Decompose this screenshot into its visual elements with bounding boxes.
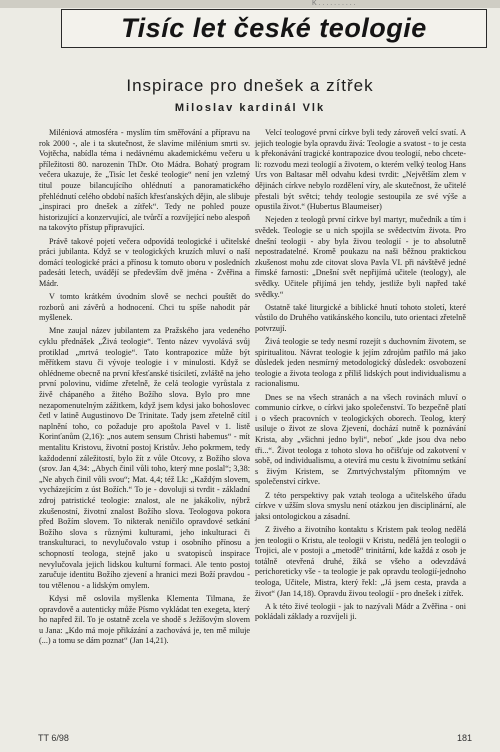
article-title: Inspirace pro dnešek a zítřek [126,76,374,95]
paragraph: Živá teologie se tedy nesmí rozejít s duchovním životem, se spiritualitou. Návrat teologie k jejím zdrojům patřilo má jako důsledek jeden nesmírný metodologický důsledek: osvobození teologie a života teologa z příliš lidských pout individualismu a racionalismu. [255,337,466,389]
paragraph: Ostatně také liturgické a biblické hnutí tohoto století, které vůstilo do Druhého vatikánského koncilu, tuto orientaci zřetelně potvrzují. [255,302,466,333]
issue-label: TT 6/98 [38,733,69,743]
top-strip: K . . . . . . . . . . [0,0,500,8]
right-text-column [255,128,466,625]
banner-title: Tisíc let české teologie [121,13,427,43]
article-author: Miloslav kardinál Vlk [174,102,326,114]
paragraph: V tomto krátkém úvodním slově se nechci pouštět do rozborů ani závěrů a hodnocení. Chci tu spíše nahodit pár myšlenek. [39,292,250,323]
paragraph: Velcí teologové první církve byli tedy zároveň velcí svatí. A jejich teologie byla opravdu živá: Teologie a svatost - to je cesta k překonávání tragické kontrapozice dvou teologií, nebo chcete-li: rozvodu mezi teologií a životem, o kterém velký teolog Hans Urs von Baltasar měl odvahu kdesi tvrdit: „Největším zlem v dějinách církve nebylo rozdělení víry, ale skutečnost, že učitelé přestali být světci; tehdy teologie sestoupila ze své výše a opustila život.“ (Hubertus Blaumeiser) [255,128,466,212]
paragraph: A k této živé teologii - jak to nazývali Mádr a Zvěřina - oni pokládali základy a rozvíjeli ji. [255,601,466,622]
paragraph: Kdysi mě oslovila myšlenka Klementa Tilmana, že opravdově a autenticky může Písmo vykládat ten exegeta, který ho napřed žil. To je ostatně zcela ve shodě s Ježíšovým slovem u Jana: „Kdo má moje přikázání a zachovává je, ten mě miluje (...) a tomu se dám poznat“ (Jan 14,21). [39,593,250,646]
paragraph: Nejeden z teologů první církve byl martyr, mučedník a tím i svědek. Teologie se u nich spojila se svědectvím života. Pro dnešní teologii - aby byla živou teologií - je to absolutně nepostradatelné. Kromě poukazu na naši běžnou praktickou zkušenost mohu zde citovat slova Pavla VI. při návštěvě jedné římské farnosti: „Dnešní svět nepřijímá učitele (teology), ale svědky. Učitele přijímá jen tehdy, jestliže byli napřed také svědky.“ [255,215,466,299]
paragraph: Právě takové pojetí večera odpovídá teologické i učitelské práci jubilanta. Když se v teologických kruzích mluví o naší domácí teologické práci a přínosu k tomuto oboru v posledních padesáti letech, uvádějí se především dvě jména - Zvěřina a Mádr. [39,236,250,288]
paragraph: Z této perspektivy pak vztah teologa a učitelského úřadu církve v užším slova smyslu není otázkou jen disciplinární, ale jaksi ontologickou a zásadní. [255,490,466,521]
section-banner [61,9,487,48]
page-number: 181 [456,733,472,743]
paragraph: Mne zaujal název jubilantem za Pražského jara vedeného cyklu přednášek „Živá teologie“. Tento název vyvolává svůj protiklad „mrtvá teologie“. Tato kontrapozice může být měřítkem stavu či vývoje teologie i v minulosti. Když se ohlédneme obecně na první křesťanské tisíciletí, zvláště na jeho první polovinu, vidíme zřetelně, že celá teologie vyrůstala z živě chápaného a žitého Božího slova. Bylo pro mne nezapomenutelným zážitkem, když jsem kdysi jako bohoslovec četl v latině Augustinovo De Trinitate. Tady jsem zřetelně cítil naplnění toho, co požaduje pro apoštola Pavel v 1. listě Korinťanům (2,16): „nos autem sensum Christi habemus“ - mít mentalitu Kristovu, životní postoj Kristův. Jeho pokrmem, tedy každodenní záležitostí, bylo žít z vůle Otcovy, z Božího slova (srov. Jan 4,34: „Abych činil vůli toho, který mne poslal“; 3,38: „Ne abych činil vůli svou“; Mat. 4,4; též Lk: „Každým slovem, vycházejícím z úst Božích.“ To je - dovoluji si tvrdit - základní zdroj patristické teologie: znalost, ale ne jakákoliv, nýbrž zkušenostní, životní znalost Božího slova. Teologova pokora před Božím slovem. To nikterak neničilo opravdové setkání Božího slova s různými kulturami, jeho inkulturaci či transkulturaci, to nevylučovalo vstup i osobního přínosu a schopností teologa, stejně jako u svatopisců inspirace nevylučovala jejich lidskou kulturní formaci. Ale tento postoj zaručuje identitu Božího zjevení a hranici mezi Boží pravdou - tou vtělenou - a lidským omylem. [39,326,250,590]
left-text-column [39,128,250,649]
paragraph: Dnes se na všech stranách a na všech rovinách mluví o communio církve, o církvi jako společenství. To bezpečně platí i o všech pracovních v teologických oborech. Teolog, který usiluje o život ze slova Zjevení, dochází nutně k poznávání Krista, aby „všichni jedno byli“, neboť „kde jsou dva nebo tři...“. Život teologa z tohoto slova ho očišťuje od zakotvení v sobě, od individualismu, a otevírá mu cestu k životnímu setkání s živým Kristem, se Zmrtvýchvstalým přítomným ve společenství církve. [255,392,466,487]
paragraph: Miléniová atmosféra - myslím tím směřování a přípravu na rok 2000 -, ale i ta skutečnost, že slavíme milénium smrti sv. Vojtěcha, nabídla téma i nedávnému akademickému večeru u příležitosti 80. narozenin ThDr. Oto Mádra. Bohatý program večera ukazuje, že „Tisíc let české teologie“ není jen vzletný titul pouze bilancujícího ohlédnutí a panoramatického přehlédnutí celého období naších křesťanských dějin, ale slibuje „inspiraci pro dnešek a zítřek“. Tedy ne pohled pouze historizující a konzervující, ale tvůrčí a rozvíjející nebo alespoň na takovýto přístup připravující. [39,128,250,233]
paragraph: Z živého a životního kontaktu s Kristem pak teolog nedělá jen teologii o Kristu, ale teologii v Kristu, nedělá jen teologii o Trojici, ale v postoji a „metodě“ trinitární, kde každá z osob je totálně otevřená druhé, žíká se všeho a odevzdává perichoreticky vše - ta teologie je pak opravdu teologií-jednoho teologa, Učitele, Mistra, který řekl: „Já jsem cesta, pravda a život“ (Jan 14,18). Opravdu živou teologií - pro dnešek i zítřek. [255,524,466,598]
